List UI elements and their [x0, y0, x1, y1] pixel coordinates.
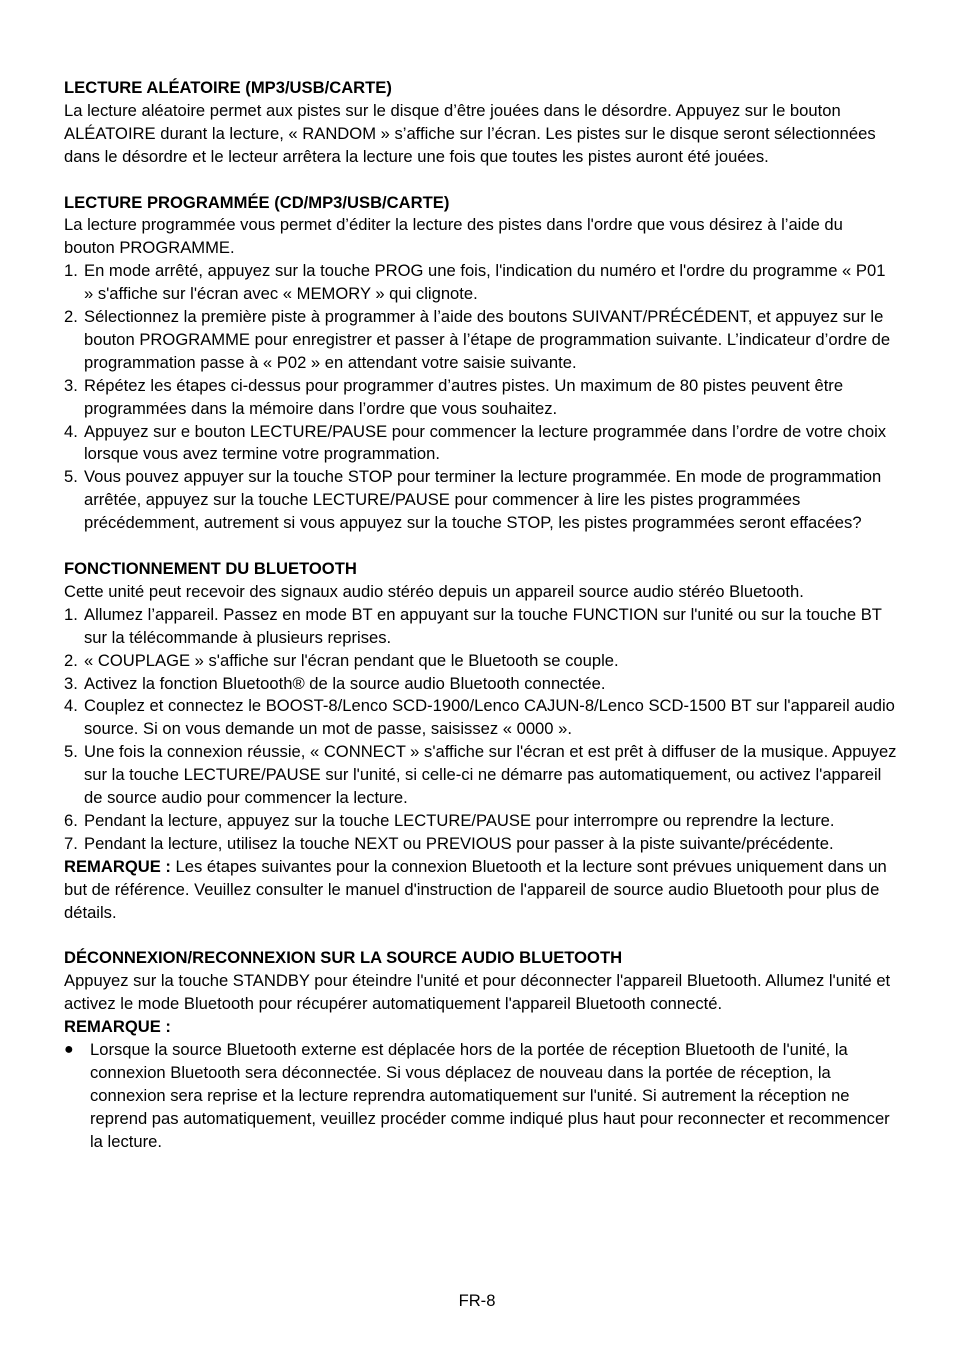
step-number: 1.: [64, 261, 78, 281]
step-text: En mode arrêté, appuyez sur la touche PROG une fois, l'indication du numéro et l'ordre du programme « P01 » s'affiche sur l'écran avec « MEMORY » qui clignote.: [84, 261, 886, 304]
list-item: [64, 306, 898, 375]
step-number: 3.: [64, 375, 78, 395]
step-number: 3.: [64, 673, 78, 693]
step-number: 2.: [64, 650, 78, 670]
note-paragraph: [64, 856, 898, 925]
step-text: Pendant la lecture, appuyez sur la touche LECTURE/PAUSE pour interrompre ou reprendre la lecture.: [84, 810, 835, 830]
step-text: Allumez l’appareil. Passez en mode BT en appuyant sur la touche FUNCTION sur l'unité ou sur la touche BT sur la télécommande à plusieurs reprises.: [84, 604, 882, 647]
note-text: Les étapes suivantes pour la connexion Bluetooth et la lecture sont prévues uniquement dans un but de référence. Veuillez consulter le manuel d'instruction de l'appareil de source audio Bluetooth pour plus de détails.: [64, 856, 887, 922]
step-text: Activez la fonction Bluetooth® de la source audio Bluetooth connectée.: [84, 673, 606, 693]
step-text: Vous pouvez appuyer sur la touche STOP pour terminer la lecture programmée. En mode de programmation arrêtée, appuyez sur la touche LECTURE/PAUSE pour commencer à lire les pistes programmées précédemment, autrement si vous appuyez sur la touche STOP, les pistes programmées seront effacées?: [84, 467, 882, 533]
list-item: [64, 741, 898, 810]
step-text: Appuyez sur e bouton LECTURE/PAUSE pour commencer la lecture programmée dans l’ordre de votre choix lorsque vous avez termine votre programmation.: [84, 421, 887, 464]
step-text: Une fois la connexion réussie, « CONNECT » s'affiche sur l'écran et est prêt à diffuser de la musique. Appuyez sur la touche LECTURE/PAUSE sur l'unité, si celle-ci ne démarre pas automatiquement, ou activez l'appareil de source audio pour commencer la lecture.: [84, 742, 897, 808]
step-text: Sélectionnez la première piste à programmer à l’aide des boutons SUIVANT/PRÉCÉDENT, et appuyez sur le bouton PROGRAMME pour enregistrer et passer à l’étape de programmation suivante. L’indicateur d’ordre de programmation passe à « P02 » en attendant votre saisie suivante.: [84, 307, 891, 372]
document-page: [64, 77, 898, 1176]
list-item: [64, 260, 898, 306]
note-label: REMARQUE :: [64, 1017, 171, 1037]
step-text: Répétez les étapes ci-dessus pour programmer d’autres pistes. Un maximum de 80 pistes peuvent être programmées dans la mémoire dans l’ordre que vous souhaitez.: [84, 375, 844, 418]
step-number: 4.: [64, 421, 78, 441]
section-paragraph: La lecture aléatoire permet aux pistes sur le disque d’être jouées dans le désordre. Appuyez sur le bouton ALÉATOIRE durant la lecture, « RANDOM » s’affiche sur l’écran. Les pistes sur le disque seront sélectionnées dans le désordre et le lecteur arrêtera la lecture une fois que toutes les pistes auront été jouées.: [64, 100, 876, 166]
list-item: [64, 1039, 898, 1154]
list-item: [64, 833, 898, 856]
section-heading: LECTURE PROGRAMMÉE (CD/MP3/USB/CARTE): [64, 192, 450, 212]
list-item: [64, 375, 898, 421]
list-item: [64, 810, 898, 833]
step-number: 5.: [64, 742, 78, 762]
section-heading: FONCTIONNEMENT DU BLUETOOTH: [64, 559, 357, 578]
section-disconnect-reconnect: [64, 947, 898, 1153]
step-number: 4.: [64, 696, 78, 716]
section-paragraph: La lecture programmée vous permet d’éditer la lecture des pistes dans l'ordre que vous désirez à l’aide du bouton PROGRAMME.: [64, 215, 843, 258]
step-number: 6.: [64, 810, 78, 830]
step-text: « COUPLAGE » s'affiche sur l'écran pendant que le Bluetooth se couple.: [84, 650, 619, 670]
step-number: 7.: [64, 833, 78, 853]
page-number: FR-8: [458, 1291, 496, 1310]
list-item: [64, 695, 898, 741]
section-random-play: [64, 77, 898, 169]
bullet-icon: ●: [64, 1041, 74, 1059]
list-item: [64, 421, 898, 467]
step-number: 5.: [64, 467, 78, 487]
section-heading: DÉCONNEXION/RECONNEXION SUR LA SOURCE AUDIO BLUETOOTH: [64, 948, 623, 968]
step-number: 1.: [64, 604, 78, 624]
step-text: Pendant la lecture, utilisez la touche NEXT ou PREVIOUS pour passer à la piste suivante/précédente.: [84, 833, 834, 853]
step-number: 2.: [64, 307, 78, 327]
list-item: [64, 604, 898, 650]
section-heading: LECTURE ALÉATOIRE (MP3/USB/CARTE): [64, 78, 392, 97]
section-paragraph: Appuyez sur la touche STANDBY pour éteindre l'unité et pour déconnecter l'appareil Bluetooth. Allumez l'unité et activez le mode Bluetooth pour récupérer automatiquement l'appareil Bluetooth connecté.: [64, 971, 891, 1014]
section-programmed-play: [64, 192, 898, 536]
steps-list: [64, 604, 898, 856]
bullet-text: Lorsque la source Bluetooth externe est déplacée hors de la portée de réception Bluetooth de l'unité, la connexion Bluetooth sera déconnectée. Si vous déplacez de nouveau dans la portée de réception, la connexion sera reprise et la lecture reprendra automatiquement sur l'unité. Si autrement la réception ne reprend pas automatiquement, veuillez procéder comme indiqué plus haut pour reconnecter et recommencer la lecture.: [90, 1040, 890, 1151]
list-item: [64, 650, 898, 673]
note-label: REMARQUE :: [64, 856, 171, 876]
note-bullets: [64, 1039, 898, 1154]
list-item: [64, 466, 898, 535]
step-text: Couplez et connectez le BOOST-8/Lenco SCD-1900/Lenco CAJUN-8/Lenco SCD-1500 BT sur l'appareil audio source. Si on vous demande un mot de passe, saisissez « 0000 ».: [84, 696, 895, 739]
section-paragraph: Cette unité peut recevoir des signaux audio stéréo depuis un appareil source audio stéréo Bluetooth.: [64, 581, 804, 601]
steps-list: [64, 260, 898, 535]
section-bluetooth: [64, 558, 898, 925]
list-item: [64, 673, 898, 696]
